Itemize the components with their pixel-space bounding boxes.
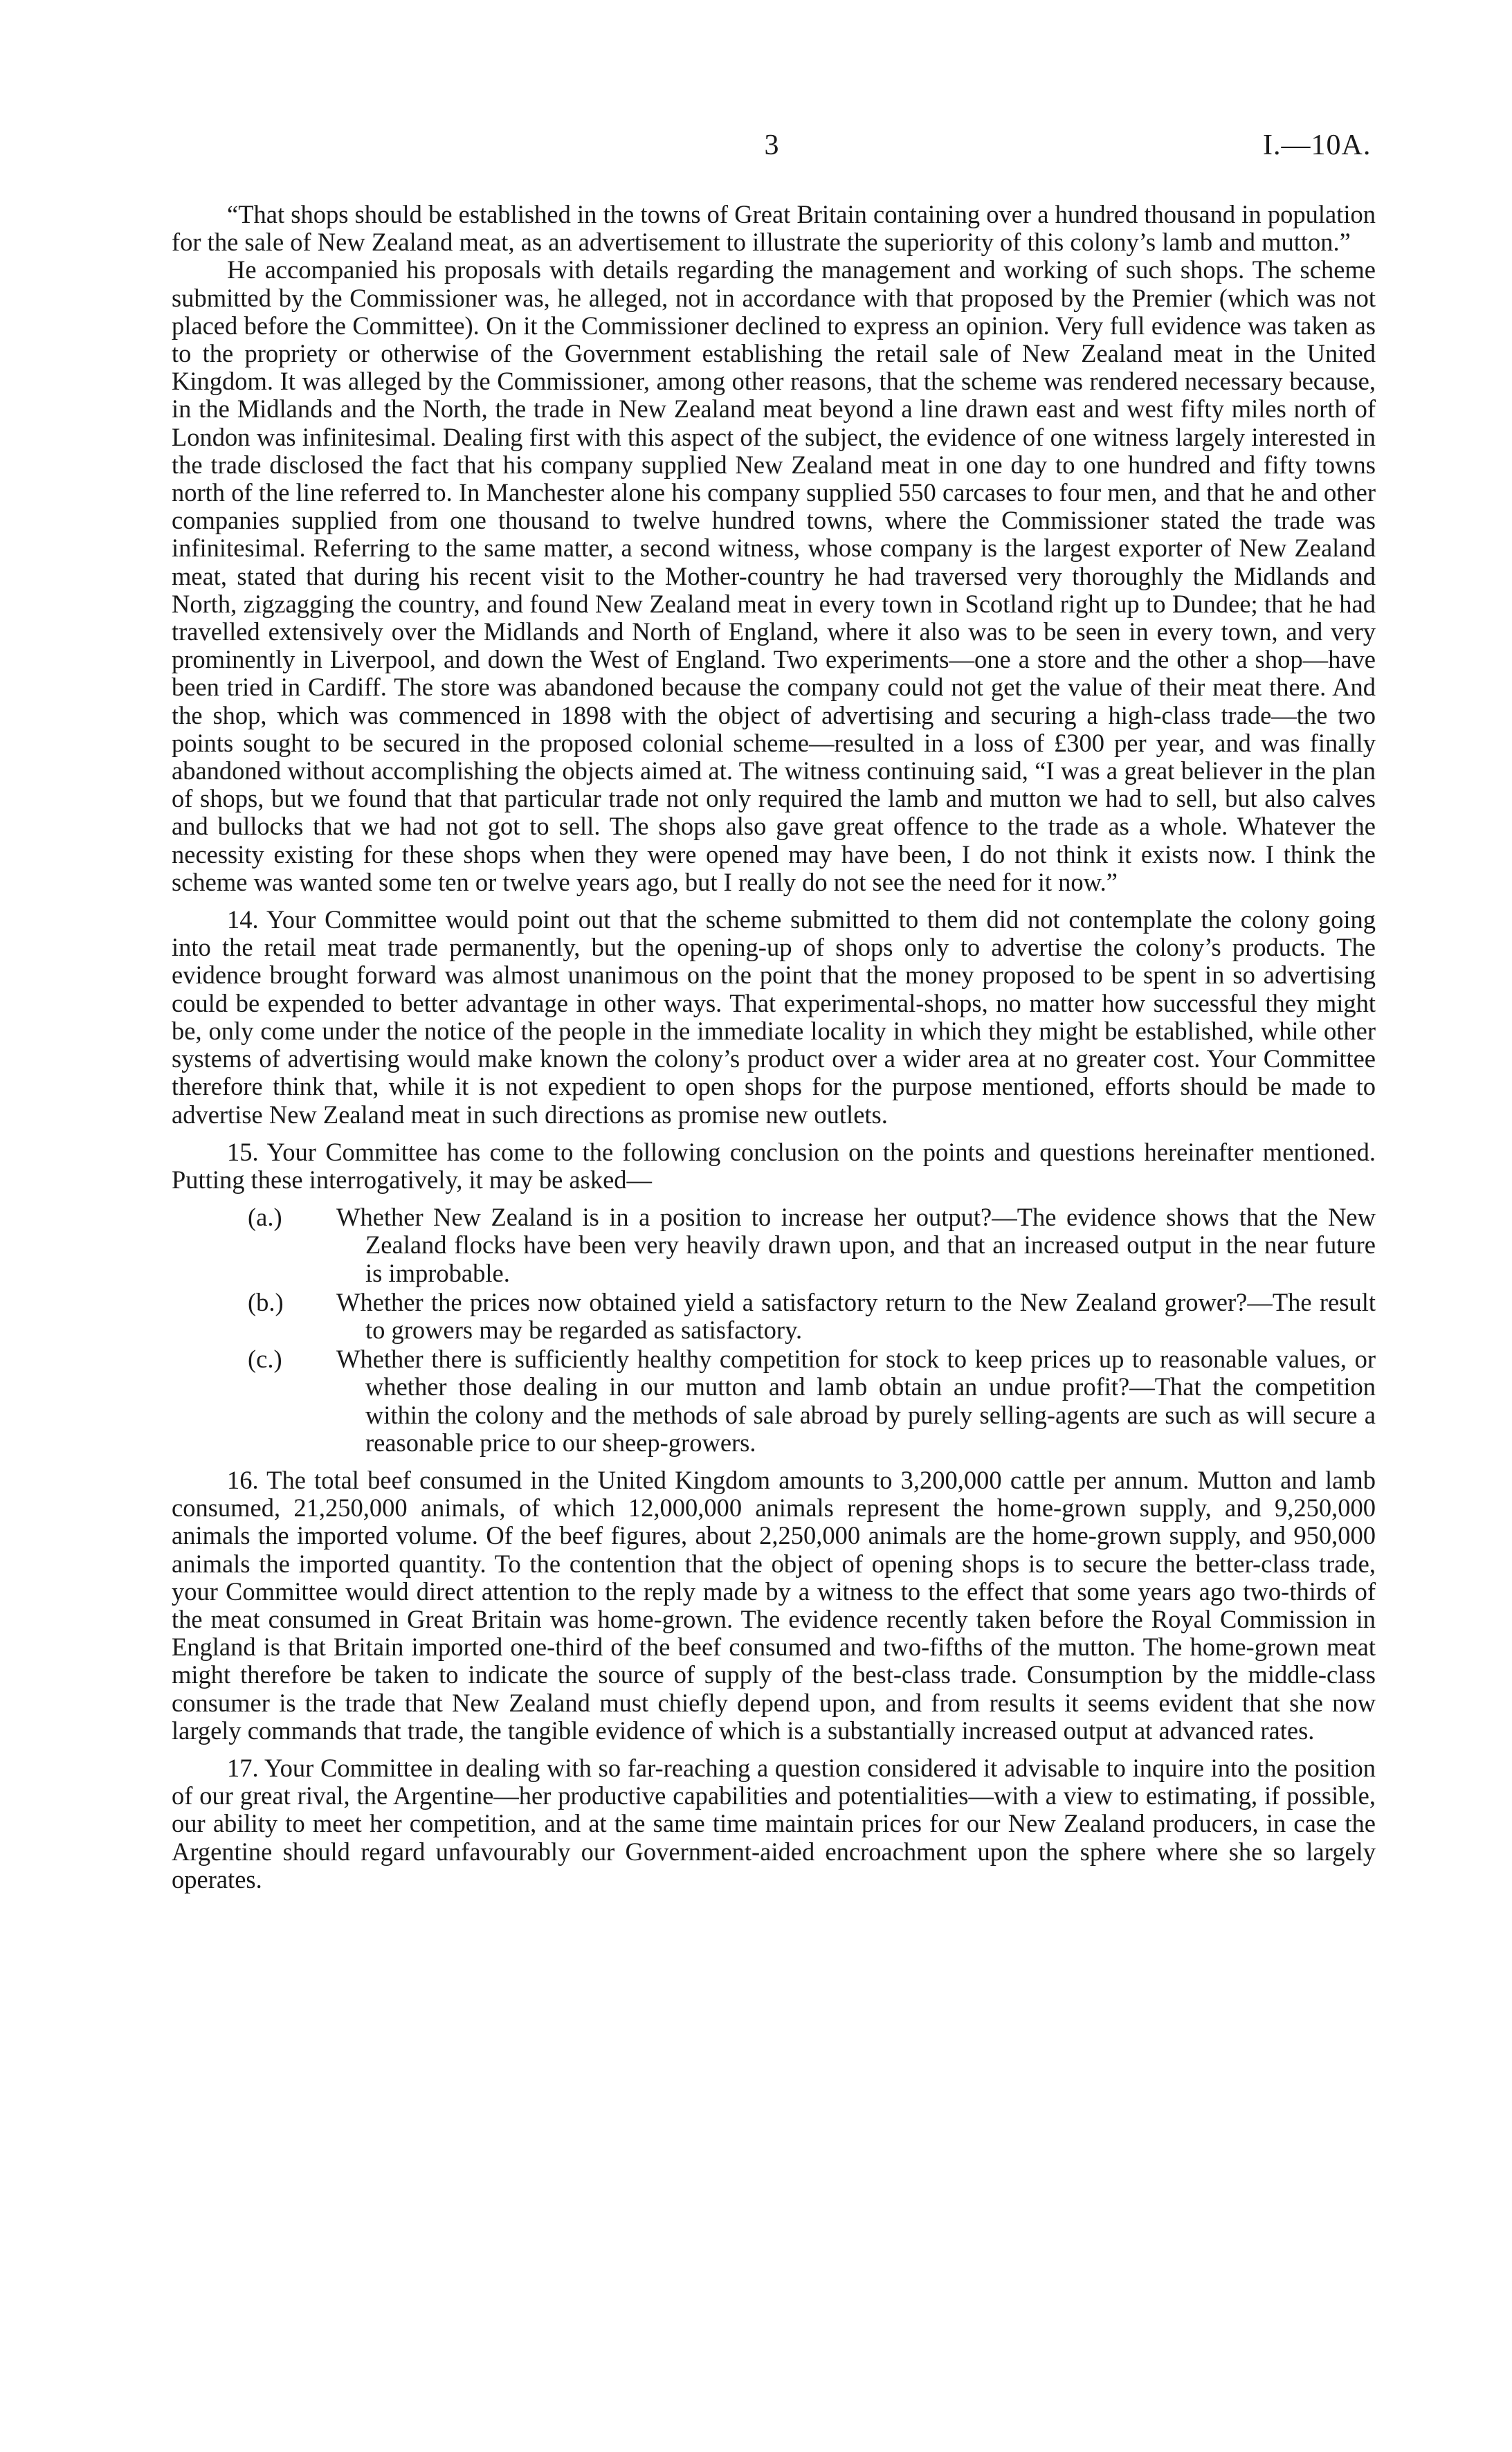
question-item-c: (c.) Whether there is sufficiently healthy competition for stock to keep prices up to reasonable values, or whether those dealing in our mutton and lamb obtain an undue profit?—That the competition within the colony and the methods of sale abroad by purely selling-agents are such as will secure a reasonable price to our sheep-growers. <box>248 1345 1376 1457</box>
quoted-proposal-paragraph: “That shops should be established in the towns of Great Britain containing over a hundred thousand in population for the sale of New Zealand meat, as an advertisement to illustrate the superiority of this colony’s lamb and mutton.” <box>172 200 1376 257</box>
paragraph-14: 14. Your Committee would point out that the scheme submitted to them did not contemplate the colony going into the retail meat trade permanently, but the opening-up of shops only to advertise the colony’s products. The evidence brought forward was almost unanimous on the point that the money proposed to be spent in so advertising could be expended to better advantage in other ways. That experimental-shops, no matter how successful they might be, only come under the notice of the people in the immediate locality in which they might be established, while other systems of advertising would make known the colony’s product over a wider area at no greater cost. Your Committee therefore think that, while it is not expedient to open shops for the purpose mentioned, efforts should be made to advertise New Zealand meat in such directions as promise new outlets. <box>172 905 1376 1129</box>
document-reference: I.—10A. <box>1263 129 1372 161</box>
question-text-c: Whether there is sufficiently healthy competition for stock to keep prices up to reasonable values, or whether those dealing in our mutton and lamb obtain an undue profit?—That the competition within the colony and the methods of sale abroad by purely selling-agents are such as will secure a reasonable price to our sheep-growers. <box>336 1345 1376 1457</box>
question-text-b: Whether the prices now obtained yield a satisfactory return to the New Zealand grower?—The result to growers may be regarded as satisfactory. <box>336 1287 1376 1344</box>
paragraph-15: 15. Your Committee has come to the following conclusion on the points and questions hereinafter mentioned. Putting these interrogatively, it may be asked— <box>172 1137 1376 1194</box>
question-item-b: (b.) Whether the prices now obtained yield a satisfactory return to the New Zealand grower?—The result to growers may be regarded as satisfactory. <box>248 1287 1376 1344</box>
question-item-a: (a.) Whether New Zealand is in a position to increase her output?—The evidence shows that the New Zealand flocks have been very heavily drawn upon, and that an increased output in the near future is improbable. <box>248 1203 1376 1287</box>
commissioner-proposals-paragraph: He accompanied his proposals with details regarding the management and working of such shops. The scheme submitted by the Commissioner was, he alleged, not in accordance with that proposed by the Premier (which was not placed before the Committee). On it the Commissioner declined to express an opinion. Very full evidence was taken as to the propriety or otherwise of the Government establishing the retail sale of New Zealand meat in the United Kingdom. It was alleged by the Commissioner, among other reasons, that the scheme was rendered necessary because, in the Midlands and the North, the trade in New Zealand meat beyond a line drawn east and west fifty miles north of London was infinitesimal. Dealing first with this aspect of the subject, the evidence of one witness largely interested in the trade disclosed the fact that his company supplied New Zealand meat in one day to one hundred and fifty towns north of the line referred to. In Manchester alone his company supplied 550 carcases to four men, and that he and other companies supplied from one thousand to twelve hundred towns, where the Commissioner stated the trade was infinitesimal. Referring to the same matter, a second witness, whose company is the largest exporter of New Zealand meat, stated that during his recent visit to the Mother-country he had traversed very thoroughly the Midlands and North, zigzagging the country, and found New Zealand meat in every town in Scotland right up to Dundee; that he had travelled extensively over the Midlands and North of England, where it also was to be seen in every town, and very prominently in Liverpool, and down the West of England. Two experiments—one a store and the other a shop—have been tried in Cardiff. The store was abandoned because the company could not get the value of their meat there. And the shop, which was commenced in 1898 with the object of advertising and securing a high-class trade—the two points sought to be secured in the proposed colonial scheme—resulted in a loss of £300 per year, and was finally abandoned without accomplishing the objects aimed at. The witness continuing said, “I was a great believer in the plan of shops, but we found that that particular trade not only required the lamb and mutton we had to sell, but also calves and bullocks that we had not got to sell. The shops also gave great offence to the trade as a whole. Whatever the necessity existing for these shops when they were opened may have been, I do not think it exists now. I think the scheme was wanted some ten or twelve years ago, but I really do not see the need for it now.” <box>172 255 1376 896</box>
question-text-a: Whether New Zealand is in a position to increase her output?—The evidence shows that the New Zealand flocks have been very heavily drawn upon, and that an increased output in the near future is improbable. <box>336 1203 1376 1287</box>
paragraph-16: 16. The total beef consumed in the United Kingdom amounts to 3,200,000 cattle per annum. Mutton and lamb consumed, 21,250,000 animals, of which 12,000,000 animals represent the home-grown supply, and 9,250,000 animals the imported volume. Of the beef figures, about 2,250,000 animals are the home-grown supply, and 950,000 animals the imported quantity. To the contention that the object of opening shops is to secure the better-class trade, your Committee would direct attention to the reply made by a witness to the effect that some years ago two-thirds of the meat consumed in Great Britain was home-grown. The evidence recently taken before the Royal Commission in England is that Britain imported one-third of the beef consumed and two-fifths of the mutton. The home-grown meat might therefore be taken to indicate the source of supply of the best-class trade. Consumption by the middle-class consumer is the trade that New Zealand must chiefly depend upon, and from results it seems evident that she now largely commands that trade, the tangible evidence of which is a substantially increased output at advanced rates. <box>172 1465 1376 1745</box>
questions-list <box>172 1204 1376 1457</box>
page-number: 3 <box>764 129 779 161</box>
paragraph-17: 17. Your Committee in dealing with so far-reaching a question considered it advisable to inquire into the position of our great rival, the Argentine—her productive capabilities and potentialities—with a view to estimating, if possible, our ability to meet her competition, and at the same time maintain prices for our New Zealand producers, in case the Argentine should regard unfavourably our Government-aided encroachment upon the sphere where she so largely operates. <box>172 1753 1376 1894</box>
document-body <box>172 201 1376 1894</box>
